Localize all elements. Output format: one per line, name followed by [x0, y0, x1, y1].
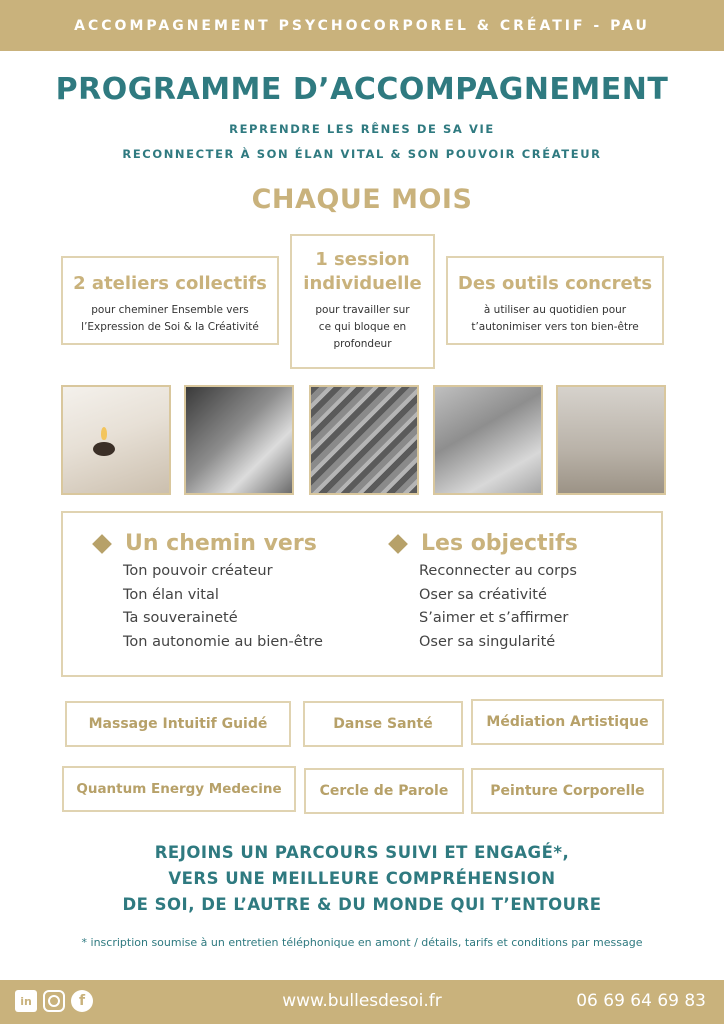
path-heading: Un chemin vers: [125, 531, 317, 556]
list-item: Oser sa créativité: [419, 586, 547, 603]
candle-flame: [101, 427, 107, 440]
offer-desc-line: t’autonimiser vers ton bien-être: [471, 321, 639, 333]
candle: [93, 442, 115, 456]
list-item: Ton élan vital: [123, 586, 219, 603]
offer-desc-line: pour travailler sur: [315, 304, 410, 316]
facebook-icon[interactable]: f: [71, 990, 93, 1012]
offer-desc-line: pour cheminer Ensemble vers: [91, 304, 249, 316]
offer-individual-session: [290, 234, 435, 369]
cta-line: DE SOI, DE L’AUTRE & DU MONDE QUI T’ENTOURE: [122, 895, 602, 914]
practice-tag: Massage Intuitif Guidé: [65, 701, 291, 747]
cta-line: REJOINS UN PARCOURS SUIVI ET ENGAGÉ*,: [154, 843, 570, 862]
list-item: Ta souveraineté: [123, 610, 238, 626]
list-item: S’aimer et s’affirmer: [419, 610, 569, 626]
offer-heading: Des outils concrets: [457, 273, 653, 294]
monthly-heading: CHAQUE MOIS: [251, 184, 473, 215]
list-item: Ton autonomie au bien-être: [123, 633, 323, 650]
practice-tag: Danse Santé: [303, 701, 463, 747]
diamond-bullet-icon: [388, 534, 408, 554]
offer-collective-workshops: [61, 256, 279, 345]
offer-concrete-tools: [446, 256, 664, 345]
path-column: [93, 531, 323, 654]
goals-column: [389, 531, 578, 654]
phone-number: 06 69 64 69 83: [576, 991, 706, 1011]
subtitle-2: RECONNECTER À SON ÉLAN VITAL & SON POUVOIR CRÉATEUR: [122, 147, 602, 161]
offer-desc-line: à utiliser au quotidien pour: [483, 304, 627, 316]
offer-desc-line: ce qui bloque en: [318, 321, 407, 333]
photo-body-paint: [309, 385, 419, 495]
photo-dance-feet: [556, 385, 666, 495]
website-link[interactable]: www.bullesdesoi.fr: [282, 991, 442, 1011]
offer-heading: 2 ateliers collectifs: [73, 273, 267, 294]
footnote: * inscription soumise à un entretien téléphonique en amont / détails, tarifs et conditions par message: [81, 936, 643, 949]
goals-heading: Les objectifs: [421, 531, 578, 556]
offer-desc-line: profondeur: [333, 338, 392, 350]
offer-heading-line: 1 session: [315, 249, 410, 270]
practice-tag: Peinture Corporelle: [471, 768, 664, 814]
photo-massage: [433, 385, 543, 495]
practice-tag: Cercle de Parole: [304, 768, 464, 814]
linkedin-icon[interactable]: in: [15, 990, 37, 1012]
offer-desc-line: l’Expression de Soi & la Créativité: [81, 321, 259, 333]
diamond-bullet-icon: [92, 534, 112, 554]
subtitle-1: REPRENDRE LES RÊNES DE SA VIE: [229, 122, 495, 136]
photo-hands: [184, 385, 294, 495]
list-item: Ton pouvoir créateur: [123, 563, 273, 579]
list-item: Reconnecter au corps: [419, 563, 577, 579]
list-item: Oser sa singularité: [419, 633, 556, 650]
footer-bar: [0, 980, 724, 1024]
offer-heading-line: individuelle: [303, 273, 422, 294]
top-banner: ACCOMPAGNEMENT PSYCHOCORPOREL & CRÉATIF - PAU: [0, 0, 724, 51]
page-title: PROGRAMME D’ACCOMPAGNEMENT: [55, 72, 669, 107]
practice-tag: Médiation Artistique: [471, 699, 664, 745]
cta-line: VERS UNE MEILLEURE COMPRÉHENSION: [168, 869, 556, 888]
path-and-goals-panel: [61, 511, 663, 677]
practice-tag: Quantum Energy Medecine: [62, 766, 296, 812]
photo-candles: [61, 385, 171, 495]
